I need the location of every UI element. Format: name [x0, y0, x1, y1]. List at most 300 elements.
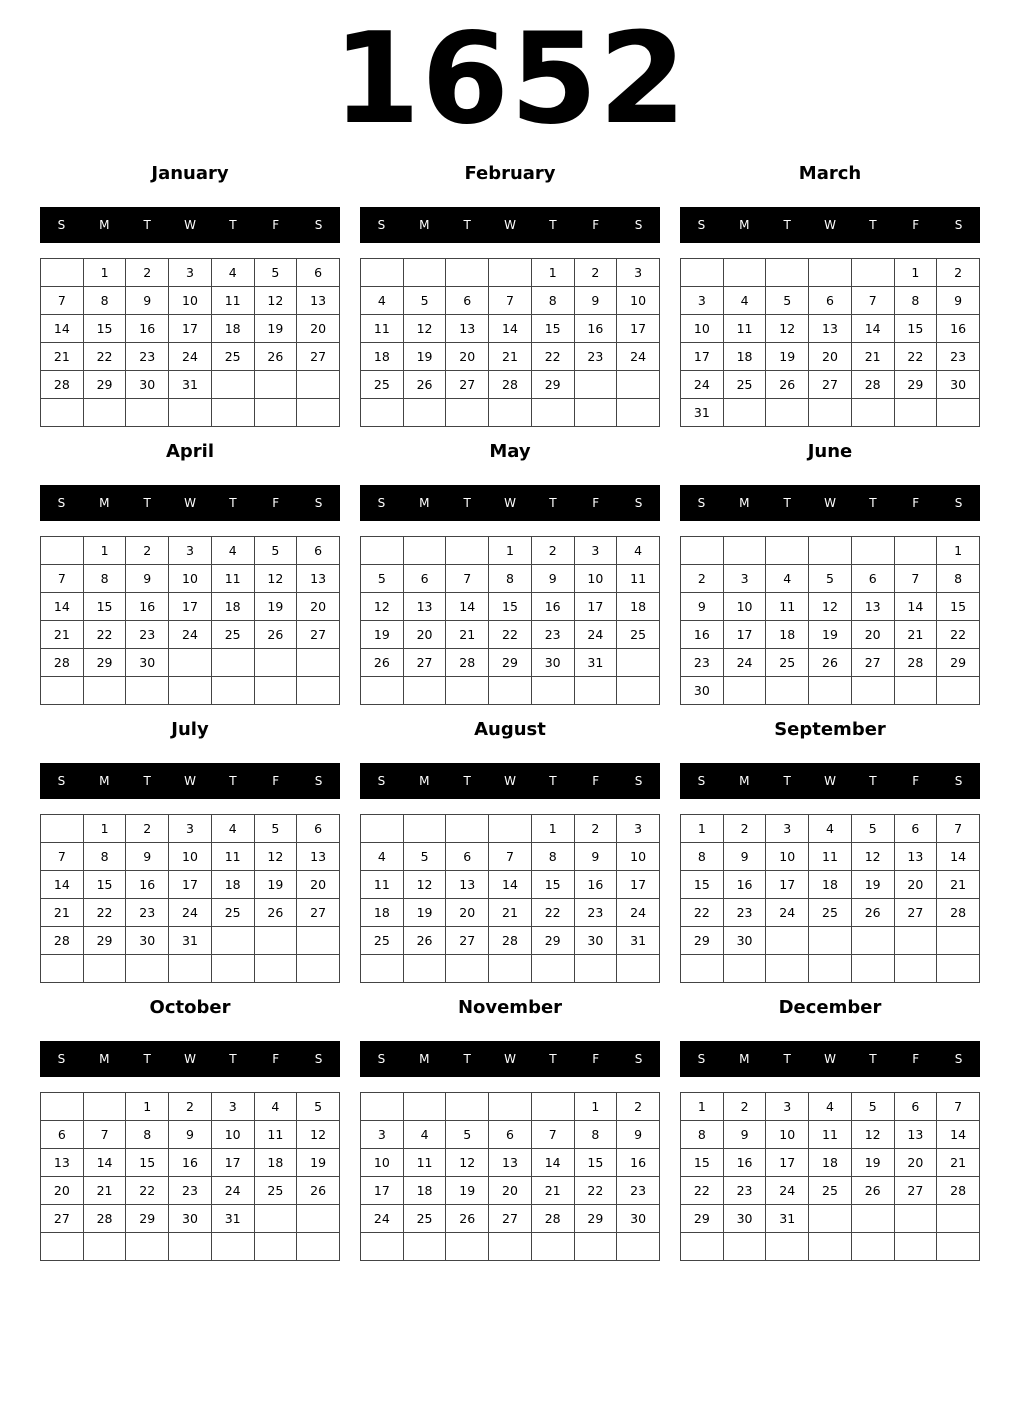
- day-cell: 15: [531, 871, 574, 899]
- week-row: [681, 537, 980, 565]
- weekday-label: S: [634, 496, 643, 510]
- day-cell: 29: [83, 927, 126, 955]
- day-cell: 31: [169, 927, 212, 955]
- day-cell: 15: [681, 871, 724, 899]
- week-row: [681, 899, 980, 927]
- day-cell: 6: [446, 287, 489, 315]
- day-cell: [574, 1233, 617, 1261]
- week-row: [361, 399, 660, 427]
- day-cell: 6: [894, 815, 937, 843]
- day-cell: 12: [254, 565, 297, 593]
- day-cell: 3: [169, 815, 212, 843]
- day-cell: 8: [574, 1121, 617, 1149]
- day-cell: 22: [681, 1177, 724, 1205]
- day-cell: 23: [617, 1177, 660, 1205]
- weekday-label: T: [783, 774, 791, 788]
- day-cell: 16: [126, 315, 169, 343]
- day-cell: [361, 677, 404, 705]
- day-cell: 4: [254, 1093, 297, 1121]
- day-cell: 17: [169, 871, 212, 899]
- day-cell: 19: [766, 343, 809, 371]
- weekday-label: T: [143, 218, 151, 232]
- week-row: [41, 677, 340, 705]
- day-cell: [126, 677, 169, 705]
- day-cell: 7: [937, 1093, 980, 1121]
- day-cell: 22: [126, 1177, 169, 1205]
- month-name: November: [457, 997, 563, 1018]
- day-cell: 26: [766, 371, 809, 399]
- day-cell: 6: [297, 815, 340, 843]
- weekday-label: T: [549, 1052, 557, 1066]
- day-cell: 20: [297, 871, 340, 899]
- day-cell: 27: [297, 343, 340, 371]
- day-cell: 21: [489, 899, 532, 927]
- day-cell: 5: [809, 565, 852, 593]
- day-cell: 28: [41, 371, 84, 399]
- month-name: December: [778, 997, 882, 1018]
- day-cell: 1: [83, 259, 126, 287]
- weekday-label: S: [57, 496, 66, 510]
- day-grid: [680, 258, 980, 427]
- day-cell: 28: [41, 649, 84, 677]
- day-cell: 22: [681, 899, 724, 927]
- day-cell: [41, 815, 84, 843]
- day-cell: 28: [489, 371, 532, 399]
- day-cell: 6: [403, 565, 446, 593]
- day-cell: 4: [617, 537, 660, 565]
- day-cell: 31: [169, 371, 212, 399]
- weekday-label: W: [504, 774, 516, 788]
- day-cell: 18: [361, 899, 404, 927]
- day-cell: [403, 537, 446, 565]
- day-cell: 22: [531, 343, 574, 371]
- week-row: [361, 287, 660, 315]
- day-cell: 17: [723, 621, 766, 649]
- weekday-label: F: [592, 496, 600, 510]
- day-cell: 22: [83, 343, 126, 371]
- day-cell: 30: [723, 927, 766, 955]
- week-row: [361, 843, 660, 871]
- day-cell: 1: [489, 537, 532, 565]
- day-cell: 25: [723, 371, 766, 399]
- day-cell: 2: [723, 815, 766, 843]
- day-grid: [360, 536, 660, 705]
- weekday-label: S: [634, 218, 643, 232]
- day-cell: [766, 955, 809, 983]
- day-cell: 18: [403, 1177, 446, 1205]
- weekday-label: W: [824, 496, 836, 510]
- day-cell: 29: [937, 649, 980, 677]
- day-cell: [723, 677, 766, 705]
- weekday-label: S: [954, 218, 963, 232]
- week-row: [41, 899, 340, 927]
- day-cell: 24: [211, 1177, 254, 1205]
- day-cell: 23: [574, 899, 617, 927]
- day-cell: 29: [126, 1205, 169, 1233]
- weekday-header: [680, 485, 980, 521]
- weekday-label: F: [272, 774, 280, 788]
- day-cell: [254, 371, 297, 399]
- day-cell: [531, 677, 574, 705]
- weekday-label: W: [184, 774, 196, 788]
- day-cell: 14: [937, 843, 980, 871]
- day-cell: 3: [617, 259, 660, 287]
- day-cell: 30: [169, 1205, 212, 1233]
- day-cell: 25: [211, 899, 254, 927]
- day-cell: 7: [489, 287, 532, 315]
- day-cell: [851, 1205, 894, 1233]
- day-cell: 29: [489, 649, 532, 677]
- day-cell: [809, 955, 852, 983]
- day-cell: 21: [41, 899, 84, 927]
- day-cell: [254, 649, 297, 677]
- week-row: [361, 593, 660, 621]
- day-cell: [574, 371, 617, 399]
- day-cell: [83, 399, 126, 427]
- day-cell: [361, 1093, 404, 1121]
- weekday-label: T: [463, 496, 471, 510]
- weekday-label: M: [99, 1052, 110, 1066]
- day-cell: [403, 1093, 446, 1121]
- weekday-header: [40, 485, 340, 521]
- day-cell: [297, 955, 340, 983]
- day-cell: 12: [766, 315, 809, 343]
- day-cell: 15: [531, 315, 574, 343]
- weekday-label: S: [314, 218, 323, 232]
- day-cell: 10: [169, 565, 212, 593]
- day-cell: 24: [169, 343, 212, 371]
- day-cell: 7: [894, 565, 937, 593]
- day-cell: 6: [851, 565, 894, 593]
- day-cell: 15: [681, 1149, 724, 1177]
- weekday-label: S: [314, 774, 323, 788]
- day-cell: 16: [574, 871, 617, 899]
- day-cell: 26: [254, 899, 297, 927]
- day-cell: 26: [254, 343, 297, 371]
- weekday-label: S: [697, 1052, 706, 1066]
- day-cell: [361, 537, 404, 565]
- day-cell: 29: [531, 371, 574, 399]
- weekday-label: S: [697, 218, 706, 232]
- day-cell: [851, 677, 894, 705]
- weekday-label: F: [592, 1052, 600, 1066]
- day-cell: 13: [894, 843, 937, 871]
- day-cell: 17: [617, 871, 660, 899]
- day-cell: 10: [723, 593, 766, 621]
- day-cell: 18: [211, 315, 254, 343]
- day-cell: 31: [766, 1205, 809, 1233]
- day-cell: 22: [83, 899, 126, 927]
- day-cell: 19: [254, 871, 297, 899]
- day-cell: [403, 955, 446, 983]
- day-cell: 12: [809, 593, 852, 621]
- weekday-label: S: [57, 218, 66, 232]
- day-cell: 23: [169, 1177, 212, 1205]
- day-cell: 26: [297, 1177, 340, 1205]
- weekday-header: [40, 763, 340, 799]
- day-cell: 16: [126, 593, 169, 621]
- week-row: [361, 259, 660, 287]
- day-cell: [361, 259, 404, 287]
- day-cell: 10: [617, 287, 660, 315]
- day-cell: [766, 677, 809, 705]
- day-cell: [41, 1233, 84, 1261]
- day-cell: 15: [489, 593, 532, 621]
- week-row: [361, 1149, 660, 1177]
- day-cell: 20: [851, 621, 894, 649]
- weekday-label: S: [377, 1052, 386, 1066]
- day-cell: 25: [361, 371, 404, 399]
- day-cell: [937, 955, 980, 983]
- day-cell: 25: [211, 621, 254, 649]
- day-cell: [766, 537, 809, 565]
- day-cell: 16: [574, 315, 617, 343]
- day-cell: 5: [446, 1121, 489, 1149]
- day-cell: 17: [766, 871, 809, 899]
- week-row: [681, 315, 980, 343]
- day-cell: 15: [83, 315, 126, 343]
- day-cell: 15: [83, 593, 126, 621]
- day-cell: [41, 399, 84, 427]
- weekday-label: T: [463, 774, 471, 788]
- weekday-label: W: [504, 218, 516, 232]
- day-cell: 28: [489, 927, 532, 955]
- day-cell: 11: [211, 287, 254, 315]
- week-row: [41, 843, 340, 871]
- day-cell: 9: [723, 843, 766, 871]
- week-row: [681, 815, 980, 843]
- day-cell: 2: [169, 1093, 212, 1121]
- day-cell: 10: [211, 1121, 254, 1149]
- weekday-label: M: [739, 774, 750, 788]
- day-cell: 16: [937, 315, 980, 343]
- day-cell: 9: [126, 565, 169, 593]
- day-cell: 16: [723, 1149, 766, 1177]
- weekday-label: S: [954, 496, 963, 510]
- weekday-label: M: [419, 1052, 430, 1066]
- day-cell: 18: [254, 1149, 297, 1177]
- weekday-label: M: [99, 218, 110, 232]
- day-cell: 7: [41, 565, 84, 593]
- day-cell: 12: [403, 315, 446, 343]
- week-row: [361, 927, 660, 955]
- weekday-label: S: [314, 1052, 323, 1066]
- day-cell: 28: [851, 371, 894, 399]
- day-cell: [681, 259, 724, 287]
- day-cell: 2: [617, 1093, 660, 1121]
- day-cell: [126, 1233, 169, 1261]
- day-cell: 5: [297, 1093, 340, 1121]
- day-cell: [403, 399, 446, 427]
- day-cell: 9: [574, 843, 617, 871]
- day-cell: 30: [574, 927, 617, 955]
- day-cell: 11: [766, 593, 809, 621]
- weekday-label: S: [314, 496, 323, 510]
- day-cell: [574, 677, 617, 705]
- day-cell: [531, 1093, 574, 1121]
- weekday-header: [40, 207, 340, 243]
- day-cell: 30: [723, 1205, 766, 1233]
- weekday-header: [360, 1041, 660, 1077]
- day-cell: [489, 1093, 532, 1121]
- day-cell: [254, 677, 297, 705]
- day-cell: [617, 371, 660, 399]
- day-cell: 26: [809, 649, 852, 677]
- week-row: [361, 955, 660, 983]
- day-cell: 12: [851, 843, 894, 871]
- day-cell: [169, 955, 212, 983]
- day-cell: [851, 399, 894, 427]
- day-cell: 27: [894, 1177, 937, 1205]
- day-cell: 12: [297, 1121, 340, 1149]
- day-cell: 9: [681, 593, 724, 621]
- day-cell: 13: [446, 871, 489, 899]
- week-row: [681, 843, 980, 871]
- day-cell: 24: [169, 899, 212, 927]
- day-cell: [403, 259, 446, 287]
- day-cell: 21: [41, 621, 84, 649]
- day-cell: 8: [489, 565, 532, 593]
- week-row: [41, 621, 340, 649]
- week-row: [41, 315, 340, 343]
- week-row: [361, 815, 660, 843]
- week-row: [681, 1093, 980, 1121]
- day-cell: 22: [574, 1177, 617, 1205]
- day-cell: [446, 537, 489, 565]
- week-row: [361, 649, 660, 677]
- weekday-label: F: [912, 496, 920, 510]
- weekday-label: W: [504, 496, 516, 510]
- day-cell: 25: [211, 343, 254, 371]
- day-cell: [809, 1233, 852, 1261]
- weekday-header: [680, 1041, 980, 1077]
- month-name: August: [474, 719, 546, 740]
- weekday-label: W: [184, 1052, 196, 1066]
- day-cell: [297, 1205, 340, 1233]
- week-row: [361, 315, 660, 343]
- day-cell: [446, 815, 489, 843]
- day-cell: 20: [446, 899, 489, 927]
- day-grid: [680, 536, 980, 705]
- week-row: [681, 287, 980, 315]
- week-row: [41, 371, 340, 399]
- day-cell: 13: [809, 315, 852, 343]
- day-cell: [531, 399, 574, 427]
- day-cell: [766, 259, 809, 287]
- week-row: [681, 399, 980, 427]
- day-cell: [809, 537, 852, 565]
- day-cell: 7: [937, 815, 980, 843]
- day-cell: 8: [531, 287, 574, 315]
- day-cell: 1: [531, 815, 574, 843]
- day-cell: [254, 955, 297, 983]
- week-row: [361, 1233, 660, 1261]
- day-cell: 9: [531, 565, 574, 593]
- day-cell: 11: [211, 843, 254, 871]
- day-cell: 4: [211, 815, 254, 843]
- day-cell: 12: [446, 1149, 489, 1177]
- day-cell: 19: [403, 899, 446, 927]
- weekday-label: W: [824, 774, 836, 788]
- day-cell: 4: [211, 537, 254, 565]
- year-title: 1652: [332, 5, 688, 152]
- day-cell: [766, 399, 809, 427]
- day-cell: [297, 649, 340, 677]
- day-cell: 23: [126, 899, 169, 927]
- day-cell: 10: [574, 565, 617, 593]
- day-cell: 15: [126, 1149, 169, 1177]
- week-row: [361, 343, 660, 371]
- weekday-label: W: [824, 1052, 836, 1066]
- day-cell: 26: [403, 371, 446, 399]
- weekday-label: T: [869, 1052, 877, 1066]
- weekday-label: S: [634, 774, 643, 788]
- day-cell: 19: [297, 1149, 340, 1177]
- month-name: May: [489, 441, 531, 462]
- weekday-label: T: [143, 496, 151, 510]
- day-cell: 24: [617, 343, 660, 371]
- day-grid: [360, 1092, 660, 1261]
- week-row: [361, 1093, 660, 1121]
- day-cell: 27: [41, 1205, 84, 1233]
- day-cell: 4: [723, 287, 766, 315]
- day-cell: 10: [681, 315, 724, 343]
- weekday-label: T: [463, 218, 471, 232]
- week-row: [361, 1205, 660, 1233]
- day-cell: 5: [254, 537, 297, 565]
- day-cell: 28: [446, 649, 489, 677]
- weekday-label: T: [783, 218, 791, 232]
- day-cell: 30: [531, 649, 574, 677]
- day-cell: 30: [681, 677, 724, 705]
- day-cell: 14: [41, 593, 84, 621]
- day-cell: 25: [766, 649, 809, 677]
- weekday-header: [40, 1041, 340, 1077]
- weekday-label: T: [549, 496, 557, 510]
- weekday-label: T: [549, 218, 557, 232]
- day-cell: 26: [851, 899, 894, 927]
- day-cell: 17: [574, 593, 617, 621]
- day-cell: 5: [361, 565, 404, 593]
- day-cell: 21: [894, 621, 937, 649]
- day-cell: 9: [169, 1121, 212, 1149]
- day-cell: [894, 1205, 937, 1233]
- day-cell: 2: [937, 259, 980, 287]
- day-cell: 29: [531, 927, 574, 955]
- weekday-label: T: [143, 774, 151, 788]
- day-cell: [937, 677, 980, 705]
- day-cell: 3: [766, 1093, 809, 1121]
- day-cell: [169, 677, 212, 705]
- week-row: [361, 1121, 660, 1149]
- day-cell: [851, 259, 894, 287]
- day-cell: [211, 677, 254, 705]
- day-cell: [169, 1233, 212, 1261]
- day-cell: 14: [531, 1149, 574, 1177]
- day-cell: 3: [169, 259, 212, 287]
- week-row: [361, 871, 660, 899]
- day-cell: 8: [937, 565, 980, 593]
- day-cell: [937, 399, 980, 427]
- day-cell: [681, 1233, 724, 1261]
- day-cell: [531, 955, 574, 983]
- day-cell: 9: [617, 1121, 660, 1149]
- day-cell: 1: [531, 259, 574, 287]
- day-grid: [40, 1092, 340, 1261]
- day-cell: [766, 927, 809, 955]
- day-cell: 7: [41, 843, 84, 871]
- day-cell: [169, 649, 212, 677]
